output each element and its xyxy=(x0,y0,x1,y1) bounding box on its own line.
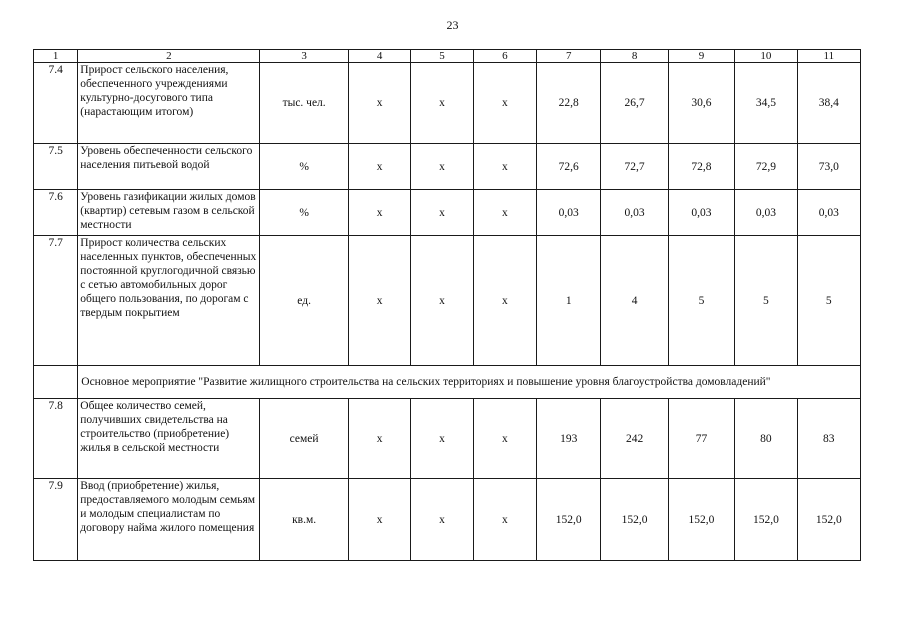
table-row xyxy=(34,479,861,561)
value-cell: х xyxy=(473,190,536,236)
value-cell: х xyxy=(411,479,473,561)
header-cell: 11 xyxy=(797,50,860,63)
value-cell: 5 xyxy=(797,236,860,366)
value-cell: 30,6 xyxy=(668,63,734,144)
value-cell: х xyxy=(411,63,473,144)
page-number: 23 xyxy=(446,18,459,32)
value-cell: х xyxy=(348,479,410,561)
value-cell: х xyxy=(411,190,473,236)
value-cell: 0,03 xyxy=(601,190,668,236)
unit-cell: кв.м. xyxy=(260,479,349,561)
unit-cell: тыс. чел. xyxy=(260,63,349,144)
section-number-cell xyxy=(34,366,78,399)
value-cell: 5 xyxy=(735,236,797,366)
indicator-name: Уровень газификации жилых домов (квартир) сетевым газом в сельской местности xyxy=(78,190,260,236)
value-cell: 72,8 xyxy=(668,144,734,190)
value-cell: х xyxy=(348,236,410,366)
unit-cell: семей xyxy=(260,399,349,479)
header-cell: 1 xyxy=(34,50,78,63)
value-cell: 152,0 xyxy=(537,479,601,561)
indicator-name: Общее количество семей, получивших свидетельства на строительство (приобретение) жилья в сельской местности xyxy=(78,399,260,479)
value-cell: 152,0 xyxy=(735,479,797,561)
header-cell: 9 xyxy=(668,50,734,63)
header-cell: 8 xyxy=(601,50,668,63)
value-cell: 152,0 xyxy=(668,479,734,561)
value-cell: 1 xyxy=(537,236,601,366)
value-cell: х xyxy=(411,144,473,190)
indicator-name: Уровень обеспеченности сельского населения питьевой водой xyxy=(78,144,260,190)
value-cell: х xyxy=(411,399,473,479)
table-row xyxy=(34,63,861,144)
value-cell: 4 xyxy=(601,236,668,366)
value-cell: 72,7 xyxy=(601,144,668,190)
table-row xyxy=(34,236,861,366)
header-cell: 2 xyxy=(78,50,260,63)
value-cell: 0,03 xyxy=(668,190,734,236)
indicator-name: Ввод (приобретение) жилья, предоставляемого молодым семьям и молодым специалистам по договору найма жилого помещения xyxy=(78,479,260,561)
value-cell: 242 xyxy=(601,399,668,479)
header-cell: 7 xyxy=(537,50,601,63)
value-cell: 72,9 xyxy=(735,144,797,190)
row-number: 7.9 xyxy=(34,479,78,561)
value-cell: 80 xyxy=(735,399,797,479)
row-number: 7.5 xyxy=(34,144,78,190)
value-cell: 83 xyxy=(797,399,860,479)
value-cell: 26,7 xyxy=(601,63,668,144)
value-cell: 152,0 xyxy=(797,479,860,561)
value-cell: 38,4 xyxy=(797,63,860,144)
value-cell: х xyxy=(348,399,410,479)
header-cell: 10 xyxy=(735,50,797,63)
header-cell: 5 xyxy=(411,50,473,63)
header-cell: 4 xyxy=(348,50,410,63)
value-cell: 22,8 xyxy=(537,63,601,144)
value-cell: 72,6 xyxy=(537,144,601,190)
value-cell: х xyxy=(348,63,410,144)
value-cell: х xyxy=(473,144,536,190)
header-row xyxy=(34,50,861,63)
table-row xyxy=(34,190,861,236)
value-cell: 152,0 xyxy=(601,479,668,561)
section-row xyxy=(34,366,861,399)
value-cell: 0,03 xyxy=(537,190,601,236)
indicators-table xyxy=(33,49,861,561)
value-cell: х xyxy=(348,144,410,190)
value-cell: 73,0 xyxy=(797,144,860,190)
unit-cell: ед. xyxy=(260,236,349,366)
unit-cell: % xyxy=(260,190,349,236)
indicator-name: Прирост количества сельских населенных пунктов, обеспеченных постоянной круглогодичной связью с сетью автомобильных дорог общего пользования, по дорогам с твердым покрытием xyxy=(78,236,260,366)
table-row xyxy=(34,144,861,190)
value-cell: х xyxy=(473,399,536,479)
indicator-name: Прирост сельского населения, обеспеченного учреждениями культурно-досугового типа (нарастающим итогом) xyxy=(78,63,260,144)
row-number: 7.7 xyxy=(34,236,78,366)
header-cell: 3 xyxy=(260,50,349,63)
value-cell: 77 xyxy=(668,399,734,479)
value-cell: х xyxy=(348,190,410,236)
value-cell: х xyxy=(473,236,536,366)
value-cell: х xyxy=(473,63,536,144)
row-number: 7.6 xyxy=(34,190,78,236)
row-number: 7.4 xyxy=(34,63,78,144)
value-cell: х xyxy=(411,236,473,366)
header-cell: 6 xyxy=(473,50,536,63)
unit-cell: % xyxy=(260,144,349,190)
table-row xyxy=(34,399,861,479)
value-cell: 5 xyxy=(668,236,734,366)
row-number: 7.8 xyxy=(34,399,78,479)
value-cell: 34,5 xyxy=(735,63,797,144)
value-cell: х xyxy=(473,479,536,561)
section-title: Основное мероприятие "Развитие жилищного строительства на сельских территориях и повышение уровня благоустройства домовладений" xyxy=(78,366,861,399)
value-cell: 0,03 xyxy=(735,190,797,236)
value-cell: 193 xyxy=(537,399,601,479)
value-cell: 0,03 xyxy=(797,190,860,236)
